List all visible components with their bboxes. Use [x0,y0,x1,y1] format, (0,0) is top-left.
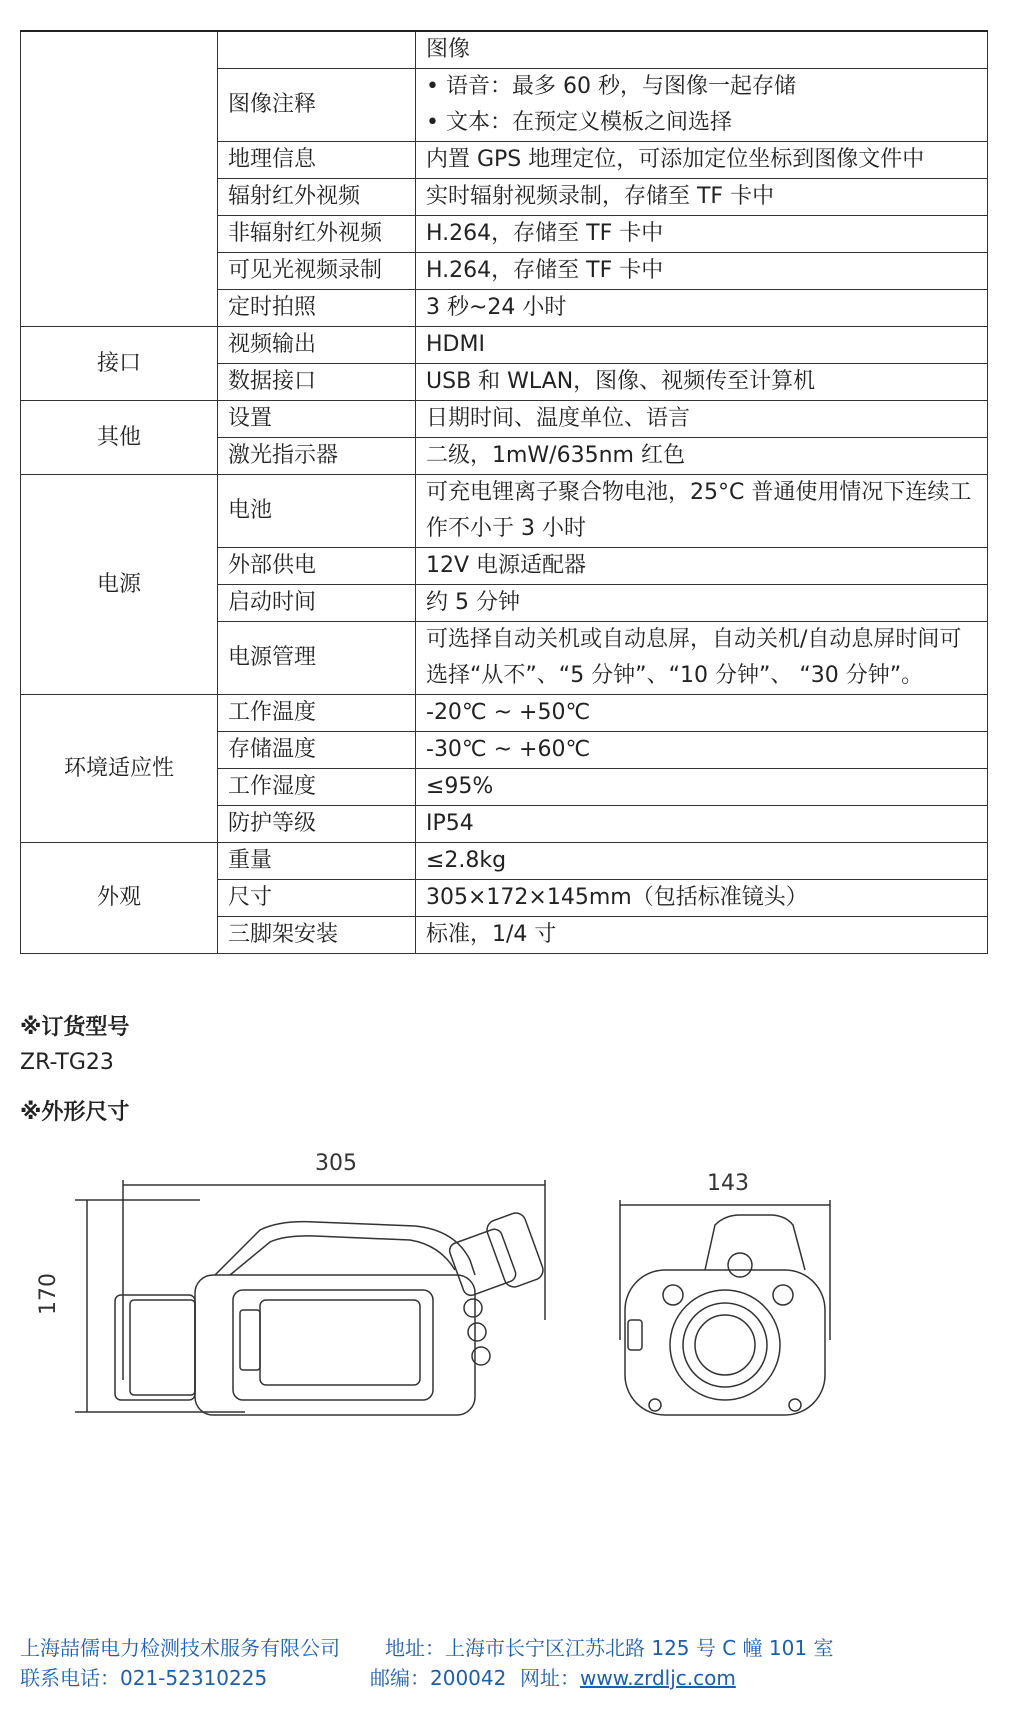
item-cell: 尺寸 [218,880,416,917]
value-cell: 305×172×145mm（包括标准镜头） [416,880,988,917]
item-cell: 防护等级 [218,806,416,843]
footer-phone: 联系电话：021-52310225 [20,1666,268,1690]
item-cell: 电源管理 [218,622,416,695]
value-cell: 3 秒~24 小时 [416,290,988,327]
item-cell: 辐射红外视频 [218,179,416,216]
bullet-list [426,69,977,141]
list-item: • 语音：最多 60 秒，与图像一起存储 [426,69,977,105]
item-cell: 启动时间 [218,585,416,622]
item-cell: 地理信息 [218,142,416,179]
value-cell: 日期时间、温度单位、语言 [416,401,988,438]
value-cell: 约 5 分钟 [416,585,988,622]
dimension-drawing [15,1130,915,1450]
table-row [21,401,988,438]
value-cell: 可选择自动关机或自动息屏，自动关机/自动息屏时间可选择“从不”、“5 分钟”、“10 分钟”、 “30 分钟”。 [416,622,988,695]
value-cell: 二级，1mW/635nm 红色 [416,438,988,475]
item-cell: 外部供电 [218,548,416,585]
value-cell: H.264，存储至 TF 卡中 [416,216,988,253]
value-cell: 可充电锂离子聚合物电池，25°C 普通使用情况下连续工作不小于 3 小时 [416,475,988,548]
table-row [21,327,988,364]
value-cell: ≤95% [416,769,988,806]
item-cell: 工作湿度 [218,769,416,806]
spec-table [20,30,988,954]
footer-postcode: 邮编：200042 [370,1666,507,1690]
item-cell: 图像注释 [218,69,416,142]
item-cell: 工作温度 [218,695,416,732]
category-cell: 接口 [21,327,218,401]
value-cell: 实时辐射视频录制，存储至 TF 卡中 [416,179,988,216]
table-row [21,695,988,732]
footer-company: 上海喆儒电力检测技术服务有限公司 [20,1636,340,1660]
table-row [21,31,988,69]
category-cell: 电源 [21,475,218,695]
model-number: ZR-TG23 [20,1050,114,1075]
dimensions-heading: ※外形尺寸 [20,1100,130,1125]
value-cell: 内置 GPS 地理定位，可添加定位坐标到图像文件中 [416,142,988,179]
order-heading: ※订货型号 [20,1015,130,1040]
item-cell: 可见光视频录制 [218,253,416,290]
item-cell: 电池 [218,475,416,548]
value-cell: 12V 电源适配器 [416,548,988,585]
value-cell: USB 和 WLAN，图像、视频传至计算机 [416,364,988,401]
website-link[interactable]: www.zrdljc.com [580,1666,736,1690]
value-cell: HDMI [416,327,988,364]
item-cell: 重量 [218,843,416,880]
category-cell: 其他 [21,401,218,475]
footer-address: 地址：上海市长宁区江苏北路 125 号 C 幢 101 室 [385,1636,834,1660]
value-cell: H.264，存储至 TF 卡中 [416,253,988,290]
depth-dimension-label: 143 [707,1171,749,1196]
value-cell: 标准，1/4 寸 [416,917,988,954]
footer-website-label: 网址： [520,1666,580,1690]
item-cell [218,31,416,69]
item-cell: 激光指示器 [218,438,416,475]
footer-website-row [520,1662,736,1691]
height-dimension-label: 170 [36,1273,61,1315]
table-row [21,475,988,548]
value-cell: IP54 [416,806,988,843]
category-cell [21,31,218,327]
item-cell: 存储温度 [218,732,416,769]
value-cell: -30℃ ~ +60℃ [416,732,988,769]
table-row [21,843,988,880]
item-cell: 非辐射红外视频 [218,216,416,253]
category-cell: 外观 [21,843,218,954]
list-item: • 文本：在预定义模板之间选择 [426,105,977,141]
item-cell: 设置 [218,401,416,438]
item-cell: 数据接口 [218,364,416,401]
value-cell: 图像 [416,31,988,69]
value-cell: ≤2.8kg [416,843,988,880]
value-cell: -20℃ ~ +50℃ [416,695,988,732]
item-cell: 视频输出 [218,327,416,364]
item-cell: 三脚架安装 [218,917,416,954]
width-dimension-label: 305 [315,1151,357,1176]
category-cell: 环境适应性 [21,695,218,843]
item-cell: 定时拍照 [218,290,416,327]
value-cell [416,69,988,142]
